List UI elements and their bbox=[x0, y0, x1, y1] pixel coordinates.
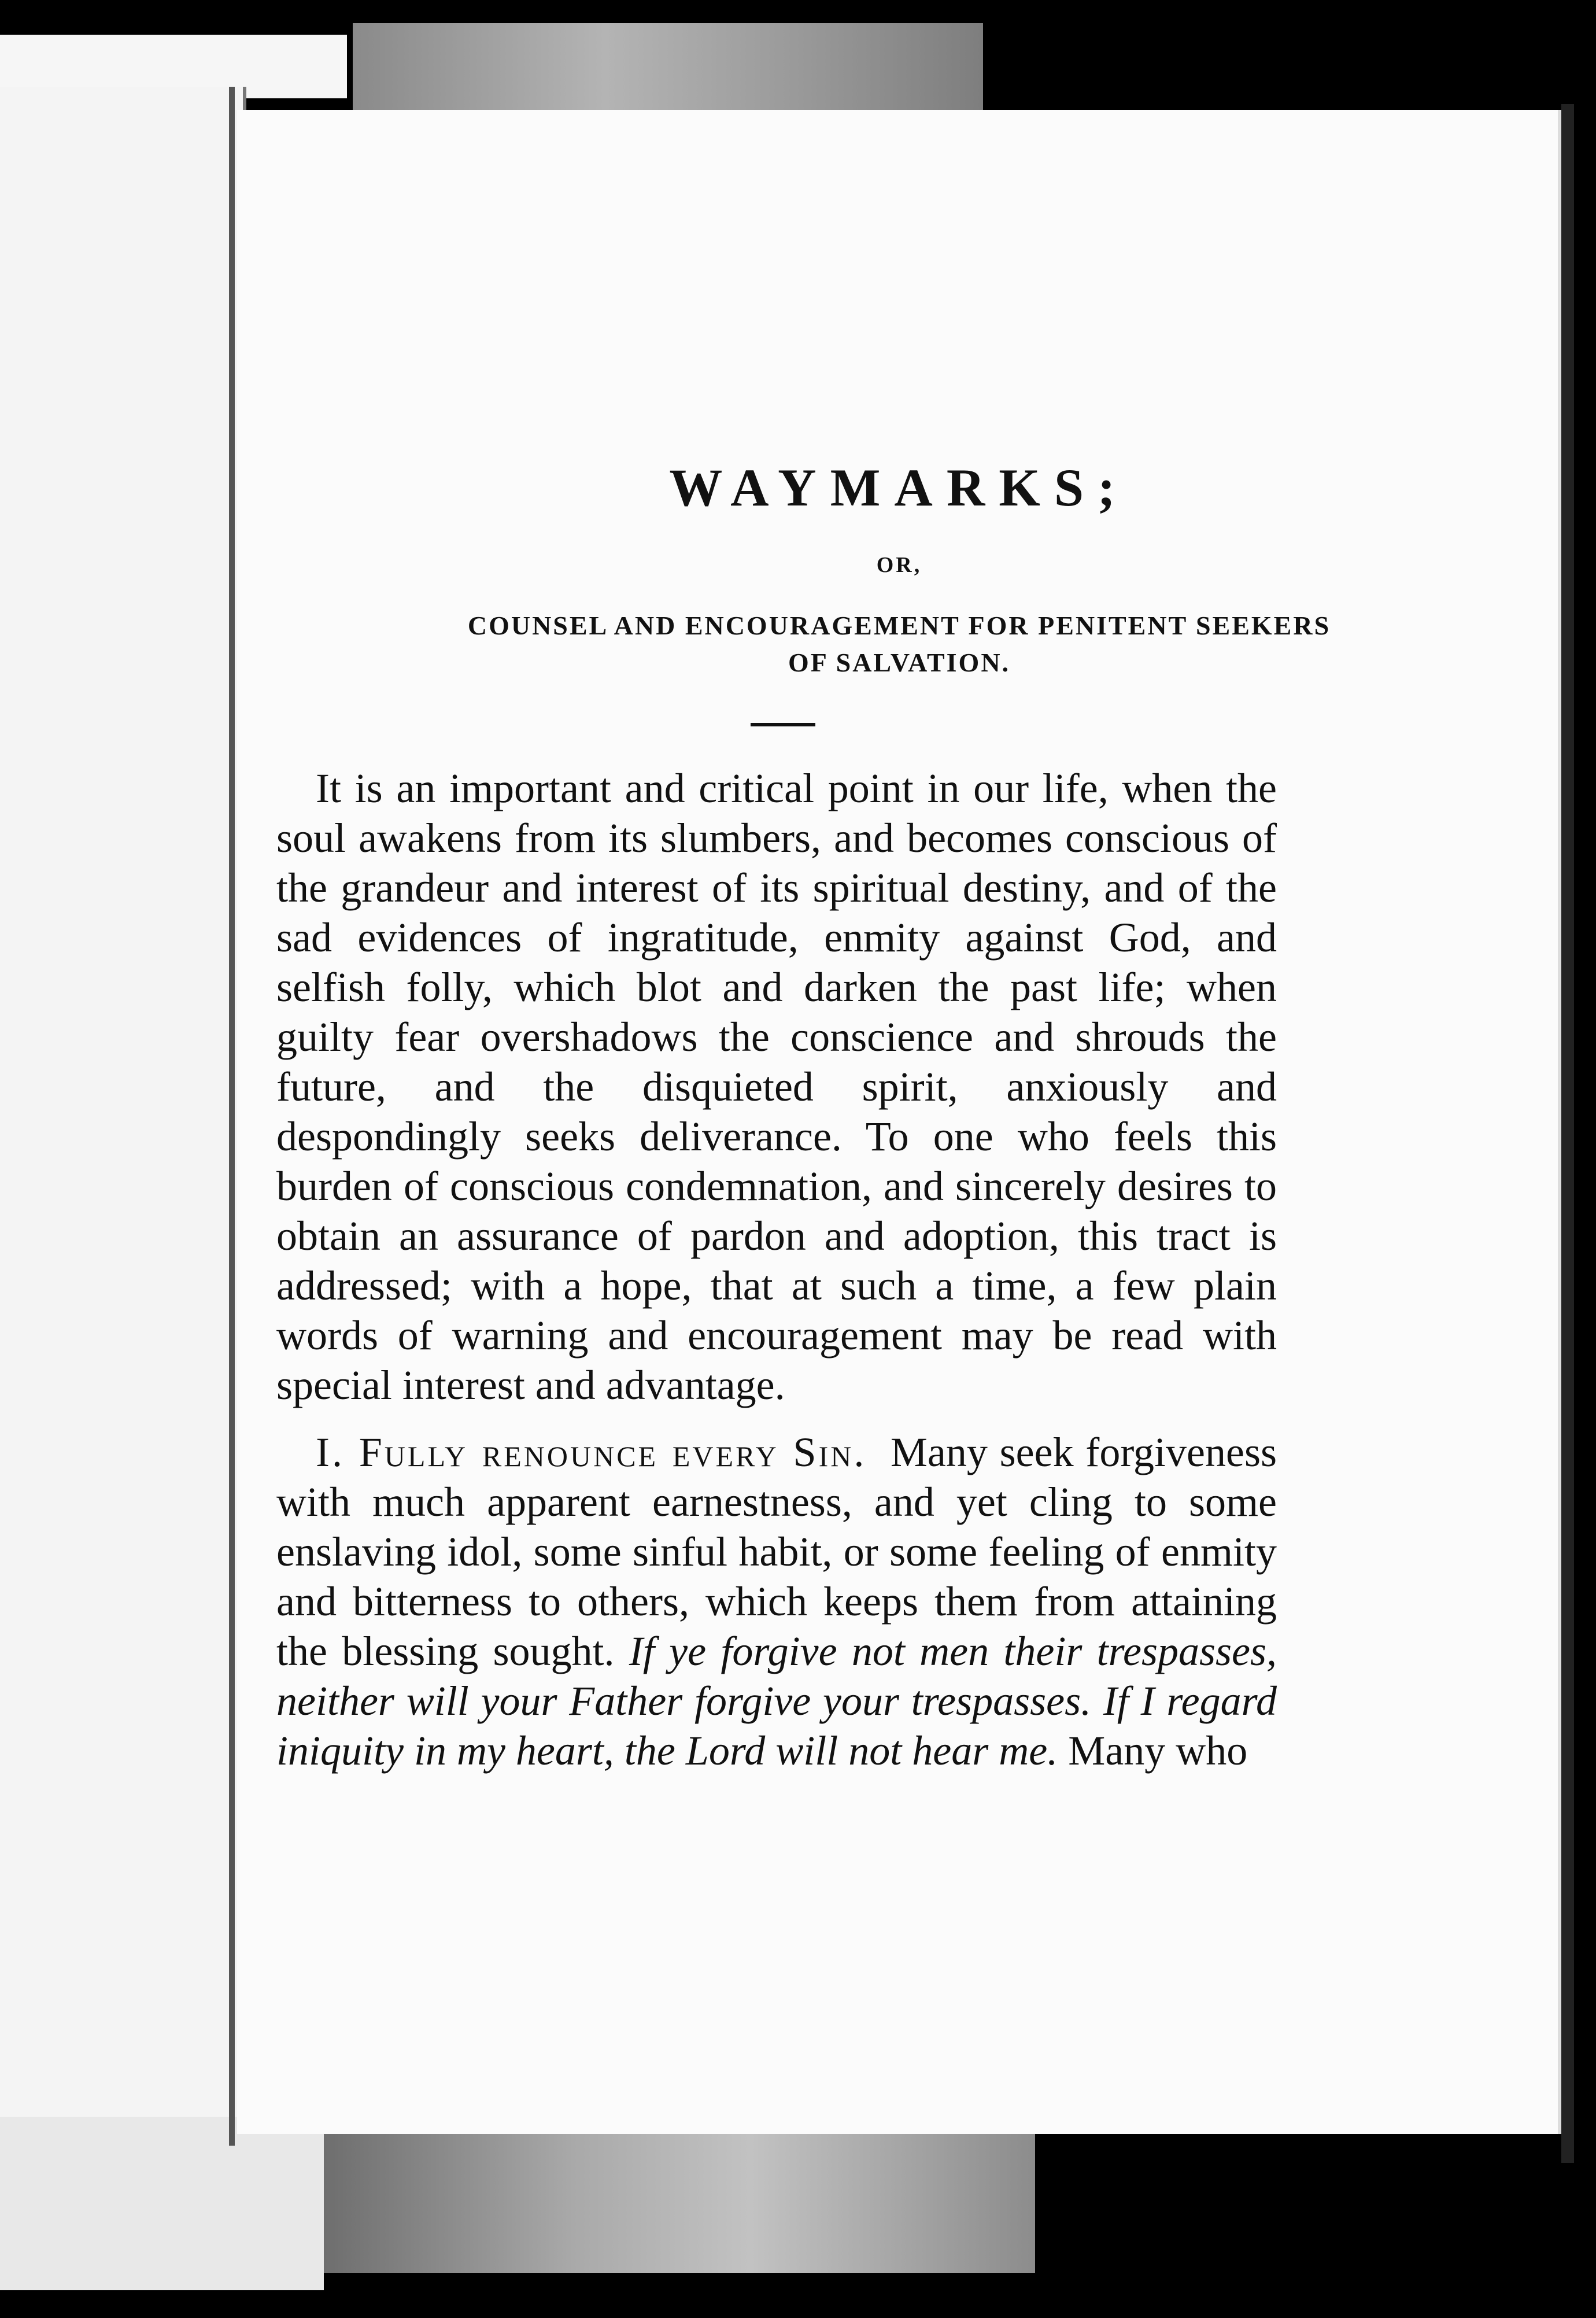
divider-rule bbox=[751, 723, 815, 726]
page-title: WAYMARKS; bbox=[669, 458, 1129, 517]
page-subtitle bbox=[237, 607, 1561, 681]
section-text: Many seek forgiveness with much apparent earnestness, and yet cling to some enslaving idol, some sinful habit, or some feeling of enmity and bitterness to others, which keeps them from attaining the blessing sought. bbox=[276, 1429, 1277, 1674]
paragraph-section-1 bbox=[276, 1427, 1277, 1776]
page-edge bbox=[1561, 104, 1574, 2163]
book-spine bbox=[229, 87, 235, 2146]
document-page bbox=[237, 110, 1561, 2134]
continuation-text: Many who bbox=[1068, 1728, 1248, 1774]
adjacent-page-bottom bbox=[0, 2117, 324, 2290]
scan-background-top bbox=[353, 23, 983, 110]
title-conjunction: OR, bbox=[876, 553, 922, 577]
subtitle-line-1: COUNSEL AND ENCOURAGEMENT FOR PENITENT SEEKERS bbox=[467, 611, 1331, 640]
adjacent-page bbox=[0, 87, 246, 2146]
paragraph-intro: It is an important and critical point in our life, when the soul awakens from its slumbers, and becomes conscious of the grandeur and interest of its spiritual destiny, and of the sad evidences of ingratitude, enmity against God, and selfish folly, which blot and darken the past life; when guilty fear overshadows the conscience and shrouds the future, and the disquieted spirit, anxiously and despondingly seeks deliverance. To one who feels this burden of conscious condemnation, and sincerely desires to obtain an assurance of pardon and adoption, this tract is addressed; with a hope, that at such a time, a few plain words of warning and encouragement may be read with special interest and advantage. bbox=[276, 765, 1277, 1408]
body-text bbox=[276, 763, 1277, 1793]
section-heading: I. Fully renounce every Sin. bbox=[316, 1429, 867, 1475]
subtitle-line-2: OF SALVATION. bbox=[788, 648, 1011, 677]
scripture-quote: If ye forgive not men their trespasses, neither will your Father forgive your trespasses. If I regard iniquity in my heart, the Lord will not hear me. bbox=[276, 1628, 1277, 1774]
scan-background-bottom bbox=[324, 2128, 1035, 2273]
